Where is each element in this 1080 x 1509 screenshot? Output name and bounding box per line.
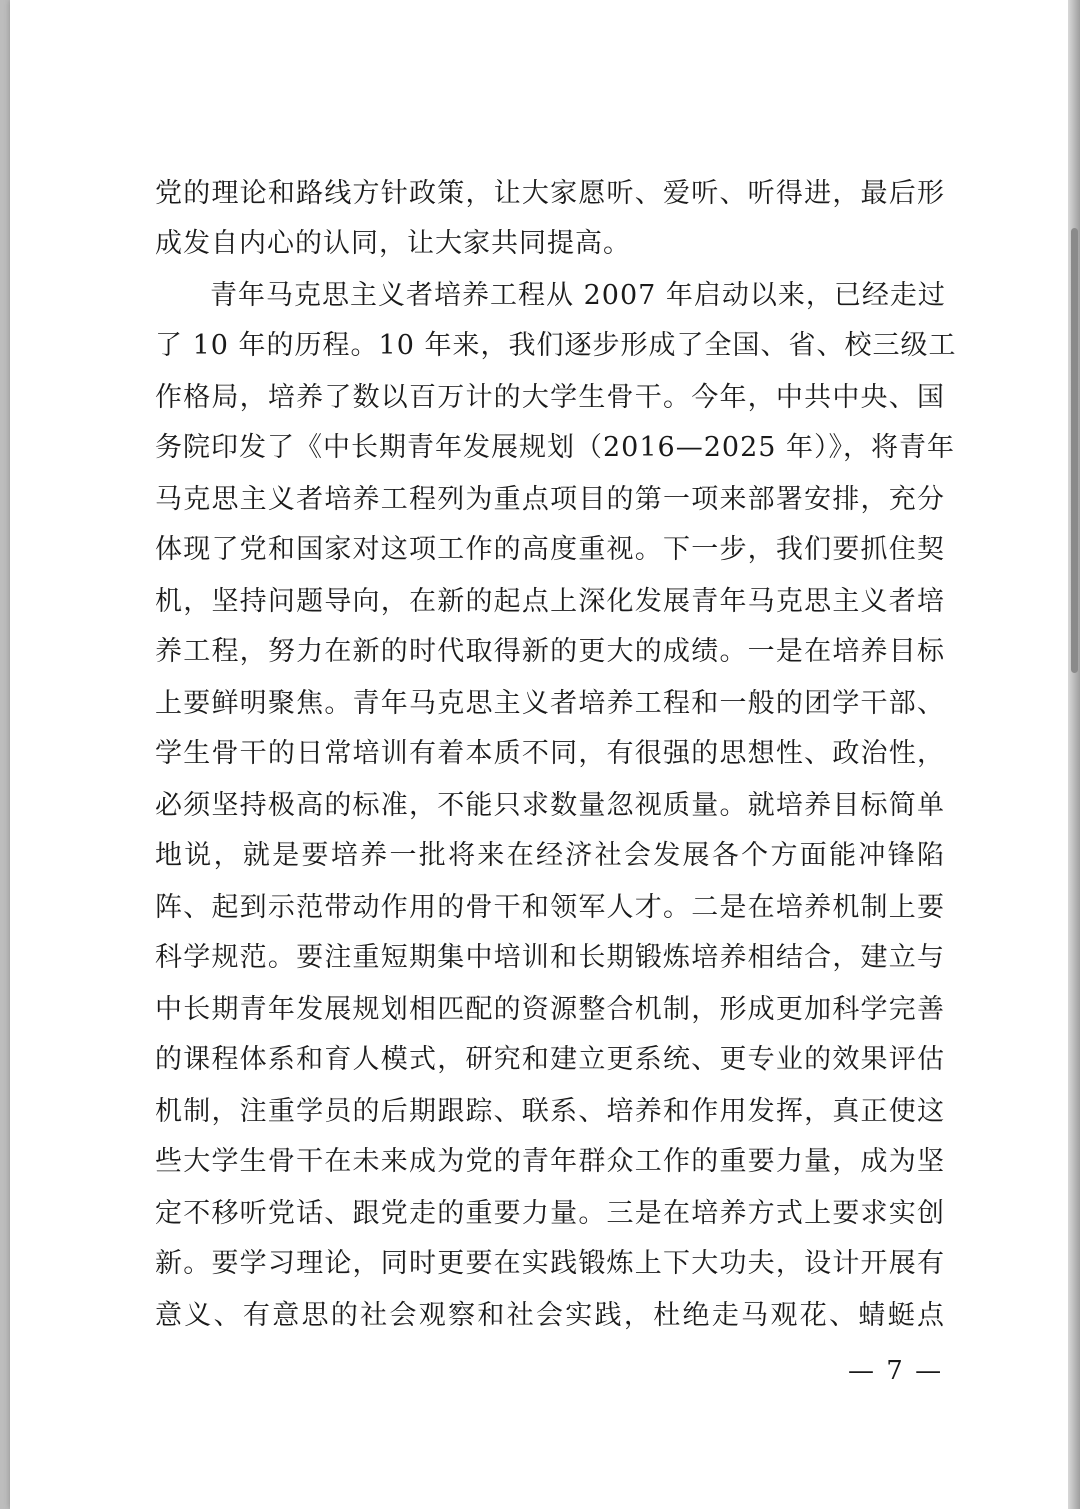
text-line: 地说，就是要培养一批将来在经济社会发展各个方面能冲锋陷 <box>155 840 945 871</box>
text-line: 些大学生骨干在未来成为党的青年群众工作的重要力量，成为坚 <box>155 1146 945 1177</box>
viewer-scrollbar-track[interactable] <box>1068 0 1080 1509</box>
text-line: 新。要学习理论，同时更要在实践锻炼上下大功夫，设计开展有 <box>155 1248 945 1279</box>
text-line: 作格局，培养了数以百万计的大学生骨干。今年，中共中央、国 <box>155 382 945 413</box>
text-line: 成发自内心的认同，让大家共同提高。 <box>155 228 631 259</box>
scrollbar-handle[interactable] <box>1071 228 1078 673</box>
text-line: 的课程体系和育人模式，研究和建立更系统、更专业的效果评估 <box>155 1044 945 1075</box>
text-line: 马克思主义者培养工程列为重点项目的第一项来部署安排，充分 <box>155 484 945 515</box>
text-line: 科学规范。要注重短期集中培训和长期锻炼培养相结合，建立与 <box>155 942 945 973</box>
text-line: 体现了党和国家对这项工作的高度重视。下一步，我们要抓住契 <box>155 534 945 565</box>
text-line: 必须坚持极高的标准，不能只求数量忽视质量。就培养目标简单 <box>155 790 945 821</box>
text-line: 机，坚持问题导向，在新的起点上深化发展青年马克思主义者培 <box>155 586 945 617</box>
text-line: 养工程，努力在新的时代取得新的更大的成绩。一是在培养目标 <box>155 636 945 667</box>
text-line: 中长期青年发展规划相匹配的资源整合机制，形成更加科学完善 <box>155 994 945 1025</box>
text-line: 党的理论和路线方针政策，让大家愿听、爱听、听得进，最后形 <box>155 178 945 209</box>
text-line: 阵、起到示范带动作用的骨干和领军人才。二是在培养机制上要 <box>155 892 945 923</box>
text-line: 机制，注重学员的后期跟踪、联系、培养和作用发挥，真正使这 <box>155 1096 945 1127</box>
document-page <box>10 0 1068 1509</box>
text-line: 了 10 年的历程。10 年来，我们逐步形成了全国、省、校三级工 <box>155 330 957 361</box>
text-line: 定不移听党话、跟党走的重要力量。三是在培养方式上要求实创 <box>155 1198 945 1229</box>
text-line: 意义、有意思的社会观察和社会实践，杜绝走马观花、蜻蜓点 <box>155 1300 945 1331</box>
text-line: 上要鲜明聚焦。青年马克思主义者培养工程和一般的团学干部、 <box>155 688 945 719</box>
page-number: — 7 — <box>848 1356 944 1386</box>
text-line: 青年马克思主义者培养工程从 2007 年启动以来，已经走过 <box>210 280 946 311</box>
text-line: 务院印发了《中长期青年发展规划（2016—2025 年）》，将青年 <box>155 432 956 463</box>
text-line: 学生骨干的日常培训有着本质不同，有很强的思想性、政治性， <box>155 738 945 769</box>
